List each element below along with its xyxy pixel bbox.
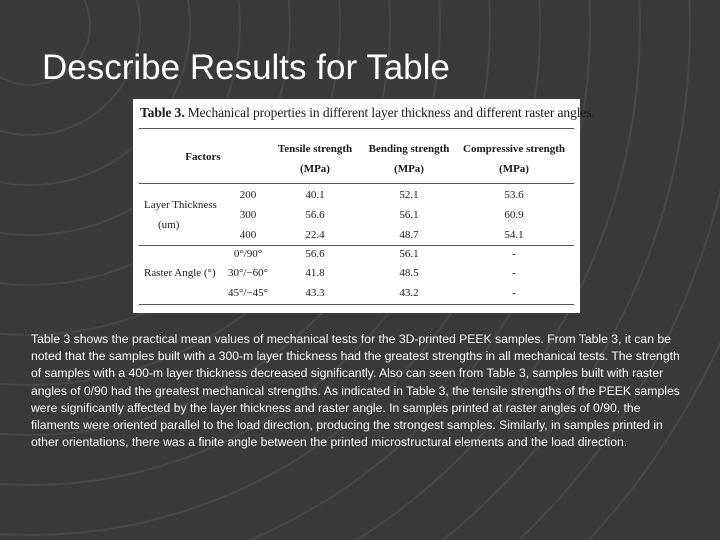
header-compressive: Compressive strength bbox=[463, 143, 565, 155]
row-compressive: 60.9 bbox=[504, 209, 524, 221]
row-bending: 52.1 bbox=[399, 189, 419, 201]
row-compressive: 54.1 bbox=[504, 229, 524, 241]
group-label: Raster Angle (°) bbox=[144, 267, 216, 279]
row-tensile: 22.4 bbox=[305, 229, 325, 241]
header-bottom-rule bbox=[139, 183, 574, 184]
row-bending: 56.1 bbox=[399, 209, 419, 221]
row-compressive: - bbox=[512, 248, 516, 260]
group-label: Layer Thickness bbox=[144, 199, 217, 211]
row-compressive: 53.6 bbox=[504, 189, 524, 201]
mechanical-properties-table bbox=[133, 99, 595, 313]
header-tensile-unit: (MPa) bbox=[300, 163, 330, 175]
row-tensile: 43.3 bbox=[305, 287, 325, 299]
row-bending: 48.7 bbox=[399, 229, 419, 241]
results-paragraph: Table 3 shows the practical mean values of mechanical tests for the 3D-printed PEEK samples. From Table 3, it can be noted that the samples built with a 300-m layer thickness had the greatest strengths in all mechanical tests. The strength of samples with a 400-m layer thickness decreased significantly. Also can seen from Table 3, samples built with raster angles of 0/90 had the greatest mechanical strengths. As indicated in Table 3, the tensile strengths of the PEEK samples were significantly affected by the layer thickness and raster angle. In samples printed at raster angles of 0/90, the filaments were oriented parallel to the load direction, producing the strongest samples. Similarly, in samples printed in other orientations, there was a finite angle between the printed microstructural elements and the load direction. bbox=[31, 332, 680, 450]
row-compressive: - bbox=[512, 267, 516, 279]
table-caption bbox=[140, 105, 595, 121]
header-factors: Factors bbox=[185, 151, 221, 163]
row-level: 30°/−60° bbox=[227, 267, 269, 279]
row-level: 0°/90° bbox=[233, 248, 263, 260]
row-level: 45°/−45° bbox=[227, 287, 269, 299]
group-unit: (um) bbox=[158, 219, 180, 231]
header-bending: Bending strength bbox=[368, 143, 450, 155]
row-compressive: - bbox=[512, 287, 516, 299]
table-top-rule bbox=[139, 128, 574, 129]
row-tensile: 40.1 bbox=[305, 189, 325, 201]
row-level: 200 bbox=[239, 189, 257, 201]
header-tensile: Tensile strength bbox=[277, 143, 353, 155]
row-level: 400 bbox=[239, 229, 257, 241]
table-bottom-rule bbox=[139, 304, 574, 305]
row-tensile: 41.8 bbox=[305, 267, 325, 279]
row-bending: 48.5 bbox=[399, 267, 419, 279]
table-caption-label: Table 3. bbox=[140, 105, 185, 120]
slide-title: Describe Results for Table bbox=[42, 48, 450, 87]
header-compressive-unit: (MPa) bbox=[499, 163, 529, 175]
row-bending: 56.1 bbox=[399, 248, 419, 260]
table-caption-text: Mechanical properties in different layer thickness and different raster angles. bbox=[187, 105, 595, 120]
row-level: 300 bbox=[239, 209, 257, 221]
header-bending-unit: (MPa) bbox=[394, 163, 424, 175]
row-tensile: 56.6 bbox=[305, 248, 325, 260]
row-tensile: 56.6 bbox=[305, 209, 325, 221]
group-divider-rule bbox=[139, 245, 574, 246]
row-bending: 43.2 bbox=[399, 287, 419, 299]
